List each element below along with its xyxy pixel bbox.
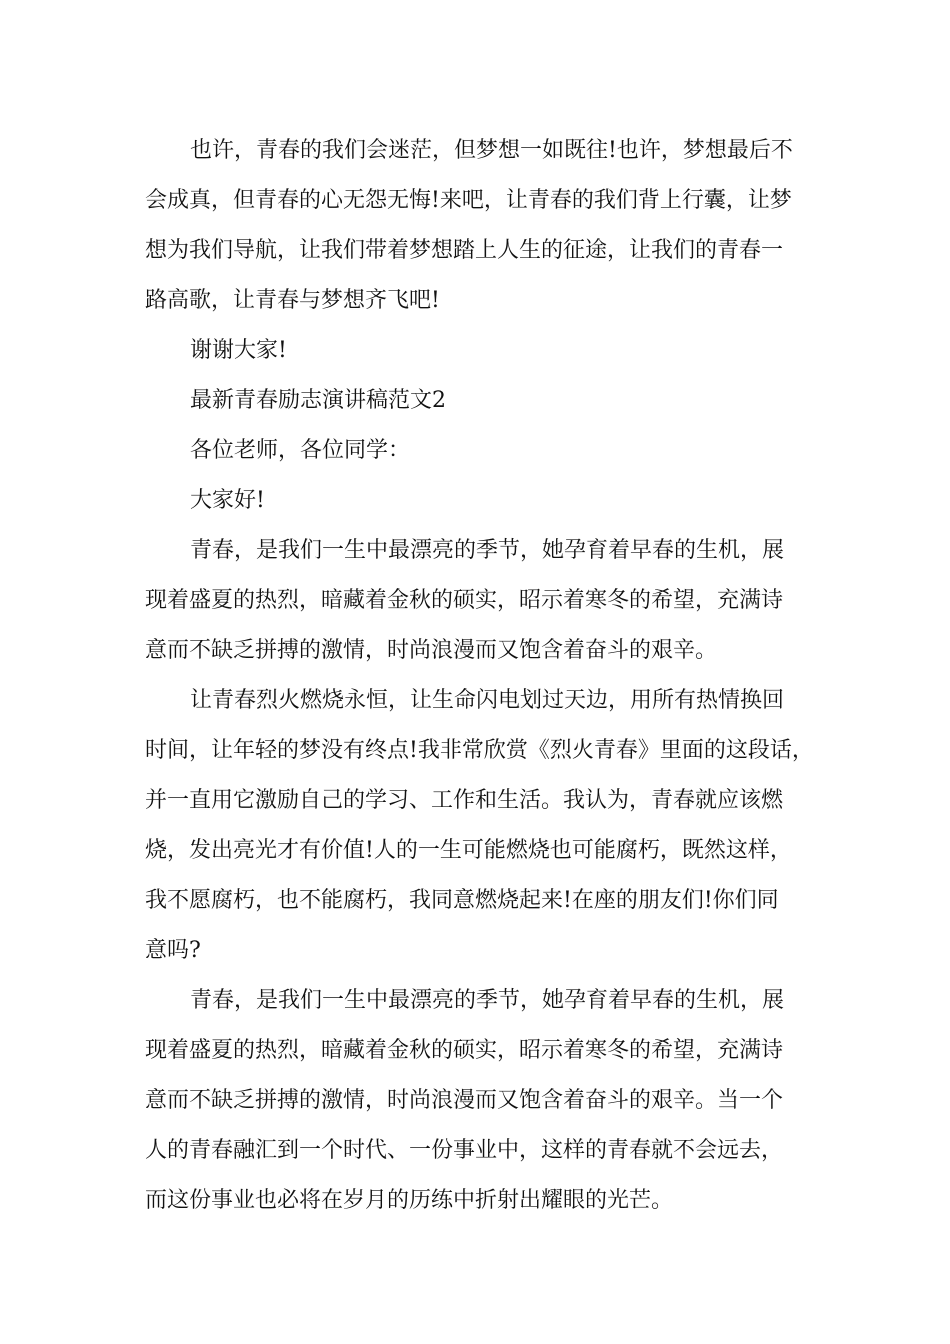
text-line: 青春，是我们一生中最漂亮的季节，她孕育着早春的生机，展 [190,988,785,1013]
text-line: 路高歌，让青春与梦想齐飞吧! [145,288,440,313]
greeting: 大家好! [190,488,265,513]
text-line: 烧，发出亮光才有价值!人的一生可能燃烧也可能腐朽，既然这样， [145,838,792,863]
text-line: 意吗? [145,938,201,963]
text-line: 意而不缺乏拼搏的激情，时尚浪漫而又饱含着奋斗的艰辛。 [145,638,718,663]
salutation: 各位老师，各位同学： [190,438,411,463]
section-heading: 最新青春励志演讲稿范文2 [190,388,446,413]
text-line: 并一直用它激励自己的学习、工作和生活。我认为，青春就应该燃 [145,788,784,813]
text-line: 想为我们导航，让我们带着梦想踏上人生的征途，让我们的青春一 [145,238,784,263]
text-line: 现着盛夏的热烈，暗藏着金秋的硕实，昭示着寒冬的希望，充满诗 [145,1038,784,1063]
text-line: 时间，让年轻的梦没有终点!我非常欣赏《烈火青春》里面的这段话， [145,738,814,763]
text-line: 人的青春融汇到一个时代、一份事业中，这样的青春就不会远去， [145,1138,784,1163]
text-line: 我不愿腐朽，也不能腐朽，我同意燃烧起来!在座的朋友们!你们同 [145,888,779,913]
text-line: 青春，是我们一生中最漂亮的季节，她孕育着早春的生机，展 [190,538,785,563]
text-line: 让青春烈火燃烧永恒，让生命闪电划过天边，用所有热情换回 [190,688,785,713]
text-line: 现着盛夏的热烈，暗藏着金秋的硕实，昭示着寒冬的希望，充满诗 [145,588,784,613]
text-line: 也许，青春的我们会迷茫，但梦想一如既往!也许，梦想最后不 [190,138,793,163]
text-line: 而这份事业也必将在岁月的历练中折射出耀眼的光芒。 [145,1188,674,1213]
text-line: 意而不缺乏拼搏的激情，时尚浪漫而又饱含着奋斗的艰辛。当一个 [145,1088,784,1113]
text-line: 谢谢大家! [190,338,287,363]
text-line: 会成真，但青春的心无怨无悔!来吧，让青春的我们背上行囊，让梦 [145,188,792,213]
